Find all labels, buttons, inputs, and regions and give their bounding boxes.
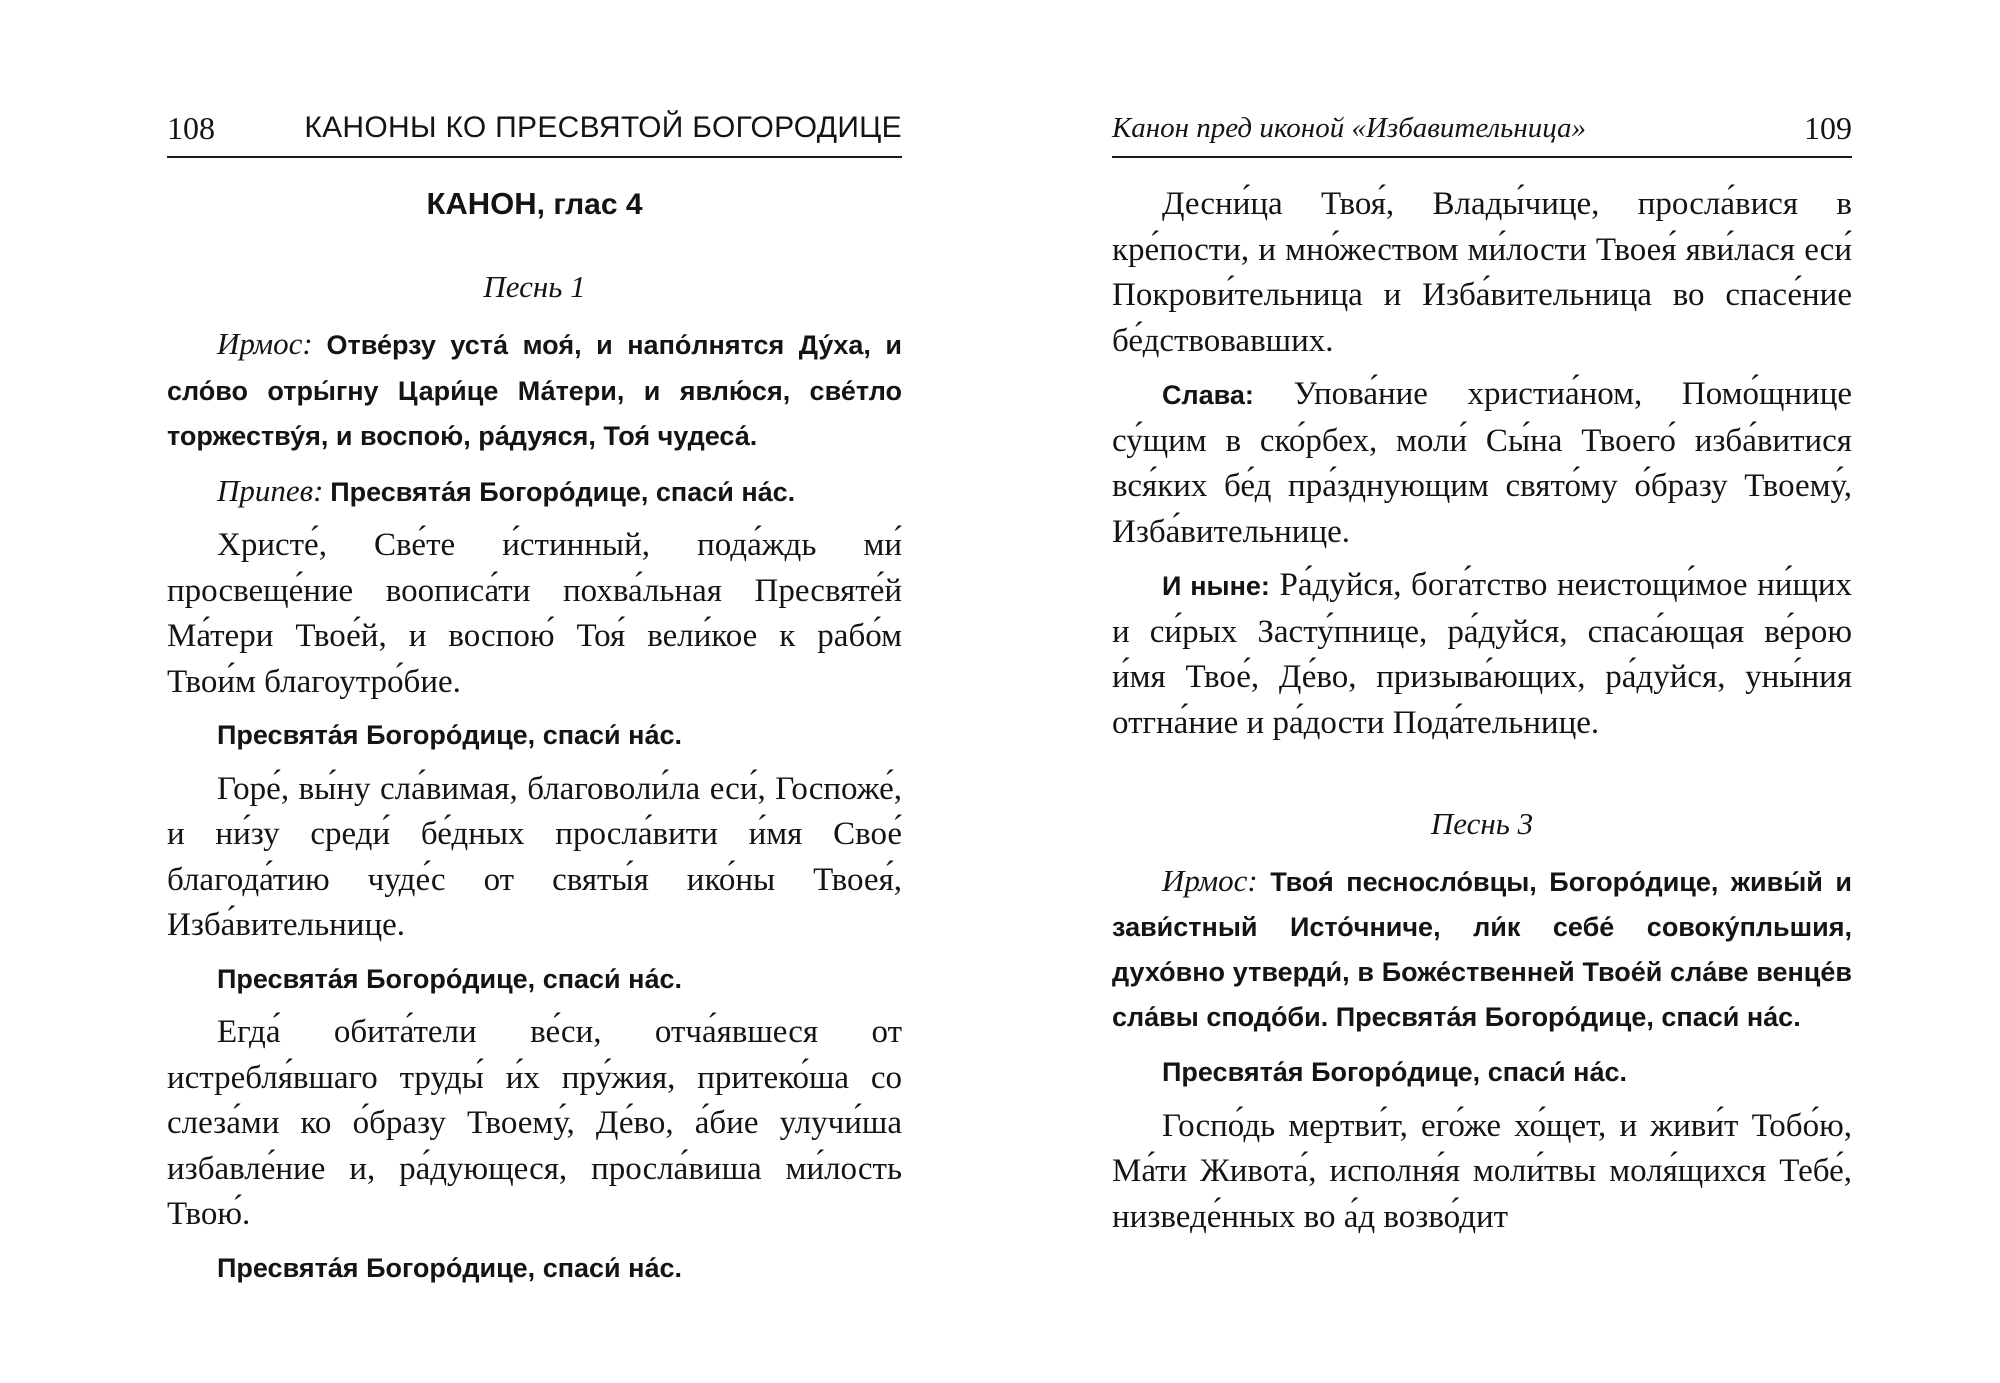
slava-paragraph: [1112, 372, 1852, 555]
pripev-paragraph: [167, 468, 902, 516]
irmos-paragraph: [167, 321, 902, 460]
i-nyne-text: Ра́дуйся, бога́тство неистощи́мое ни́щих и си́рых Засту́пнице, ра́дуйся, спаса́ющая ве́рою и́мя Твое́, Де́во, призыва́ющих, ра́дуйся, уны́ния отгна́ние и ра́дости Пода́тельнице.: [1112, 567, 1853, 741]
left-page-body: [167, 182, 902, 1299]
refrain-3: Пресвята́я Богоро́дице, спаси́ на́с.: [217, 1252, 682, 1283]
irmos-text: Отве́рзу уста́ моя́, и напо́лнятся Ду́ха, и сло́во отры́гну Цари́це Ма́тери, и явлю́ся, све́тло торжеству́я, и воспою́, ра́дуяся, Тоя́ чудеса́.: [167, 330, 903, 451]
i-nyne-paragraph: [1112, 563, 1852, 746]
song-3-irmos-text: Твоя́ песносло́вцы, Богоро́дице, живы́й и зави́стный Исто́чниче, ли́к себе́ совоку́пльшия, духо́вно утверди́, в Боже́ственней Твое́й сла́ве венце́в сла́вы сподо́би. Пресвята́я Богоро́дице, спаси́ на́с.: [1112, 867, 1852, 1032]
slava-text: Упова́ние христиа́ном, Помо́щнице су́щим в ско́рбех, моли́ Сы́на Твоего́ изба́витися вся́ких бе́д пра́зднующим свято́му о́бразу Твоему́, Изба́вительнице.: [1112, 376, 1852, 550]
right-running-head: [1112, 108, 1852, 158]
canon-title: [167, 182, 902, 227]
song-3-irmos-paragraph: [1112, 858, 1852, 1040]
refrain-1: Пресвята́я Богоро́дице, спаси́ на́с.: [217, 720, 682, 750]
troparion-4: Десни́ца Твоя́, Влады́чице, просла́вися в кре́пости, и мно́жеством ми́лости Твоея́ яви́лася еси́ Покрови́тельница и Изба́вительница во спасе́ние бе́дствовавших.: [1112, 186, 1852, 359]
right-running-title: Канон пред иконой «Избавительница»: [1112, 112, 1587, 144]
song-spacer: [1112, 746, 1852, 802]
troparion-1: Христе́, Све́те и́стинный, пода́ждь ми́ просвеще́ние воописа́ти похва́льная Пресвяте́й Ма́тери Твое́й, и воспою́ Тоя́ вели́кое к рабо́м Твои́м благоутро́бие.: [167, 527, 902, 700]
canon-tone: , глас 4: [536, 188, 643, 221]
left-page-number: 108: [167, 110, 215, 146]
troparion-5: Госпо́дь мертви́т, его́же хо́щет, и живи́т Тобо́ю, Ма́ти Живота́, исполня́я моли́твы моля́щихся Тебе́, низведе́нных во а́д возво́дит: [1112, 1107, 1852, 1235]
troparion-3: Егда́ обита́тели ве́си, отча́явшеся от истребля́вшаго труды́ и́х пру́жия, притеко́ша со слеза́ми ко о́бразу Твоему́, Де́во, а́бие улучи́ша избавле́ние и, ра́дующеся, просла́виша ми́лость Твою́.: [167, 1014, 902, 1232]
left-running-title: КАНОНЫ КО ПРЕСВЯТОЙ БОГОРОДИЦЕ: [304, 111, 902, 144]
refrain-2: Пресвята́я Богоро́дице, спаси́ на́с.: [217, 963, 682, 994]
song-1-title: Песнь 1: [483, 269, 586, 304]
song-3-title: Песнь 3: [1430, 806, 1534, 841]
pripev-label: Припев:: [217, 472, 324, 508]
right-page-body: [1112, 182, 1852, 1240]
irmos-label: Ирмос:: [217, 326, 313, 361]
left-running-head: [167, 108, 902, 158]
troparion-2: Горе́, вы́ну сла́вимая, благоволи́ла еси́, Госпоже́, и ни́зу среди́ бе́дных просла́вити и́мя Свое́ благода́тию чуде́с от святы́я ико́ны Твоея́, Изба́вительнице.: [167, 770, 902, 943]
song-3-irmos-label: Ирмос:: [1162, 863, 1258, 898]
canon-title-main: КАНОН: [426, 186, 537, 221]
i-nyne-label: И ныне:: [1162, 571, 1270, 601]
right-page-number: 109: [1804, 110, 1852, 146]
song-3-refrain-1: Пресвята́я Богоро́дице, спаси́ на́с.: [1162, 1057, 1627, 1087]
pripev-text: Пресвята́я Богоро́дице, спаси́ на́с.: [330, 476, 796, 507]
slava-label: Слава:: [1162, 380, 1254, 410]
